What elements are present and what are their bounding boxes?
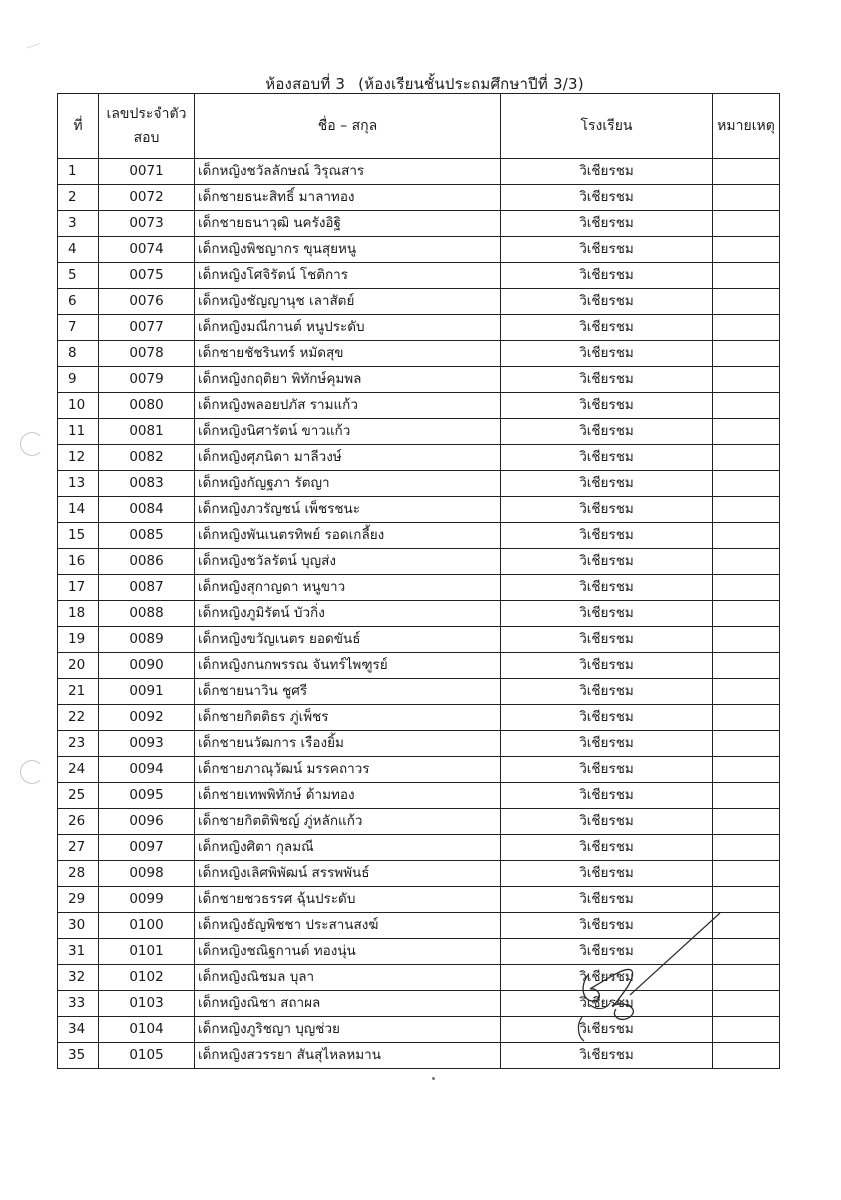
school-name: วิเชียรชม (501, 783, 713, 809)
note-cell (713, 471, 780, 497)
school-name: วิเชียรชม (501, 705, 713, 731)
exam-room-title: ห้องสอบที่ 3 (265, 75, 346, 93)
student-name: เด็กชายธนะสิทธิ์ มาลาทอง (195, 185, 501, 211)
note-cell (713, 445, 780, 471)
row-number: 17 (58, 575, 99, 601)
student-name: เด็กหญิงศิตา กุลมณี (195, 835, 501, 861)
row-number: 29 (58, 887, 99, 913)
row-number: 4 (58, 237, 99, 263)
exam-id: 0105 (99, 1043, 195, 1069)
note-cell (713, 263, 780, 289)
note-cell (713, 393, 780, 419)
student-name: เด็กชายนวัฒการ เรืองยิ้ม (195, 731, 501, 757)
exam-id: 0101 (99, 939, 195, 965)
student-name: เด็กหญิงศุภนิดา มาลีวงษ์ (195, 445, 501, 471)
exam-id: 0085 (99, 523, 195, 549)
school-name: วิเชียรชม (501, 835, 713, 861)
exam-id: 0075 (99, 263, 195, 289)
student-name: เด็กหญิงเลิศพิพัฒน์ สรรพพันธ์ (195, 861, 501, 887)
punch-hole (20, 432, 44, 456)
row-number: 21 (58, 679, 99, 705)
row-number: 2 (58, 185, 99, 211)
note-cell (713, 705, 780, 731)
note-cell (713, 835, 780, 861)
school-name: วิเชียรชม (501, 601, 713, 627)
header-school: โรงเรียน (501, 94, 713, 159)
row-number: 27 (58, 835, 99, 861)
student-name: เด็กหญิงภูริชญา บุญช่วย (195, 1017, 501, 1043)
exam-id: 0080 (99, 393, 195, 419)
student-name: เด็กหญิงชัญญานุช เลาสัตย์ (195, 289, 501, 315)
exam-id: 0072 (99, 185, 195, 211)
note-cell (713, 627, 780, 653)
student-name: เด็กหญิงขวัญเนตร ยอดขันธ์ (195, 627, 501, 653)
header-exam-id (99, 94, 195, 159)
exam-id: 0087 (99, 575, 195, 601)
exam-id: 0093 (99, 731, 195, 757)
school-name: วิเชียรชม (501, 289, 713, 315)
note-cell (713, 601, 780, 627)
exam-id: 0078 (99, 341, 195, 367)
table-row (58, 835, 780, 861)
school-name: วิเชียรชม (501, 419, 713, 445)
student-name: เด็กหญิงธัญพิชชา ประสานสงฆ์ (195, 913, 501, 939)
row-number: 19 (58, 627, 99, 653)
row-number: 1 (58, 159, 99, 185)
header-row (58, 94, 780, 159)
exam-id: 0082 (99, 445, 195, 471)
exam-id: 0071 (99, 159, 195, 185)
row-number: 18 (58, 601, 99, 627)
row-number: 10 (58, 393, 99, 419)
note-cell (713, 419, 780, 445)
row-number: 16 (58, 549, 99, 575)
row-number: 23 (58, 731, 99, 757)
school-name: วิเชียรชม (501, 211, 713, 237)
exam-id: 0094 (99, 757, 195, 783)
row-number: 6 (58, 289, 99, 315)
school-name: วิเชียรชม (501, 445, 713, 471)
row-number: 20 (58, 653, 99, 679)
row-number: 24 (58, 757, 99, 783)
school-name: วิเชียรชม (501, 497, 713, 523)
table-row (58, 653, 780, 679)
school-name: วิเชียรชม (501, 991, 713, 1017)
student-name: เด็กชายชัชรินทร์ หมัดสุข (195, 341, 501, 367)
row-number: 7 (58, 315, 99, 341)
school-name: วิเชียรชม (501, 1043, 713, 1069)
school-name: วิเชียรชม (501, 523, 713, 549)
signature (570, 905, 730, 1045)
school-name: วิเชียรชม (501, 939, 713, 965)
row-number: 13 (58, 471, 99, 497)
exam-id: 0081 (99, 419, 195, 445)
exam-id: 0095 (99, 783, 195, 809)
note-cell (713, 679, 780, 705)
table-row (58, 1043, 780, 1069)
table-row (58, 237, 780, 263)
note-cell (713, 367, 780, 393)
table-row (58, 159, 780, 185)
exam-id: 0104 (99, 1017, 195, 1043)
table-row (58, 419, 780, 445)
exam-id: 0077 (99, 315, 195, 341)
student-name: เด็กหญิงกนกพรรณ จันทร์ไพฑูรย์ (195, 653, 501, 679)
paper-mark (27, 43, 44, 58)
note-cell (713, 497, 780, 523)
student-name: เด็กหญิงกฤติยา พิทักษ์คุมพล (195, 367, 501, 393)
table-row (58, 393, 780, 419)
school-name: วิเชียรชม (501, 757, 713, 783)
row-number: 9 (58, 367, 99, 393)
note-cell (713, 159, 780, 185)
student-name: เด็กหญิงภูมิรัตน์ บัวกิ่ง (195, 601, 501, 627)
row-number: 22 (58, 705, 99, 731)
school-name: วิเชียรชม (501, 965, 713, 991)
student-name: เด็กหญิงชวัลรัตน์ บุญส่ง (195, 549, 501, 575)
student-name: เด็กหญิงณิชา สถาผล (195, 991, 501, 1017)
row-number: 33 (58, 991, 99, 1017)
table-row (58, 705, 780, 731)
school-name: วิเชียรชม (501, 627, 713, 653)
row-number: 34 (58, 1017, 99, 1043)
table-row (58, 367, 780, 393)
exam-id: 0079 (99, 367, 195, 393)
exam-id: 0088 (99, 601, 195, 627)
exam-id: 0100 (99, 913, 195, 939)
row-number: 35 (58, 1043, 99, 1069)
table-row (58, 549, 780, 575)
exam-id: 0099 (99, 887, 195, 913)
table-row (58, 289, 780, 315)
exam-id: 0096 (99, 809, 195, 835)
row-number: 30 (58, 913, 99, 939)
exam-id: 0103 (99, 991, 195, 1017)
student-name: เด็กหญิงชวัลลักษณ์ วิรุณสาร (195, 159, 501, 185)
table-row (58, 185, 780, 211)
table-row (58, 627, 780, 653)
exam-id: 0098 (99, 861, 195, 887)
note-cell (713, 809, 780, 835)
note-cell (713, 523, 780, 549)
table-row (58, 211, 780, 237)
student-name: เด็กหญิงโศจิรัตน์ โชติการ (195, 263, 501, 289)
student-name: เด็กหญิงนิศารัตน์ ขาวแก้ว (195, 419, 501, 445)
table-row (58, 523, 780, 549)
student-name: เด็กหญิงภวรัญชน์ เพ็ชรชนะ (195, 497, 501, 523)
exam-id: 0092 (99, 705, 195, 731)
exam-id: 0097 (99, 835, 195, 861)
class-subtitle: (ห้องเรียนชั้นประถมศึกษาปีที่ 3/3) (358, 75, 584, 93)
school-name: วิเชียรชม (501, 341, 713, 367)
student-name: เด็กหญิงกัญฐภา รัตญา (195, 471, 501, 497)
table-row (58, 341, 780, 367)
note-cell (713, 341, 780, 367)
exam-id: 0083 (99, 471, 195, 497)
school-name: วิเชียรชม (501, 913, 713, 939)
school-name: วิเชียรชม (501, 887, 713, 913)
student-name: เด็กหญิงพิชญากร ขุนสุยหนู (195, 237, 501, 263)
row-number: 26 (58, 809, 99, 835)
student-name: เด็กหญิงพลอยปภัส รามแก้ว (195, 393, 501, 419)
table-row (58, 809, 780, 835)
student-name: เด็กหญิงชณิฐกานต์ ทองนุ่น (195, 939, 501, 965)
school-name: วิเชียรชม (501, 367, 713, 393)
row-number: 25 (58, 783, 99, 809)
school-name: วิเชียรชม (501, 861, 713, 887)
row-number: 5 (58, 263, 99, 289)
student-name: เด็กชายนาวิน ชูศรี (195, 679, 501, 705)
school-name: วิเชียรชม (501, 315, 713, 341)
student-name: เด็กชายชวธรรศ ฉุ้นประดับ (195, 887, 501, 913)
header-name: ชื่อ – สกุล (195, 94, 501, 159)
school-name: วิเชียรชม (501, 731, 713, 757)
table-row (58, 601, 780, 627)
header-note: หมายเหตุ (713, 94, 780, 159)
note-cell (713, 1043, 780, 1069)
note-cell (713, 757, 780, 783)
table-row (58, 263, 780, 289)
note-cell (713, 653, 780, 679)
exam-id: 0102 (99, 965, 195, 991)
student-name: เด็กหญิงมณีกานต์ หนูประดับ (195, 315, 501, 341)
row-number: 3 (58, 211, 99, 237)
row-number: 32 (58, 965, 99, 991)
exam-id: 0073 (99, 211, 195, 237)
exam-id: 0089 (99, 627, 195, 653)
student-name: เด็กหญิงพันเนตรทิพย์ รอดเกลี้ยง (195, 523, 501, 549)
table-row (58, 783, 780, 809)
row-number: 31 (58, 939, 99, 965)
note-cell (713, 575, 780, 601)
exam-id: 0090 (99, 653, 195, 679)
school-name: วิเชียรชม (501, 575, 713, 601)
school-name: วิเชียรชม (501, 809, 713, 835)
school-name: วิเชียรชม (501, 679, 713, 705)
note-cell (713, 549, 780, 575)
note-cell (713, 185, 780, 211)
row-number: 28 (58, 861, 99, 887)
note-cell (713, 211, 780, 237)
punch-hole (20, 760, 44, 784)
student-name: เด็กหญิงณิชมล บุลา (195, 965, 501, 991)
table-row (58, 757, 780, 783)
exam-id: 0074 (99, 237, 195, 263)
row-number: 8 (58, 341, 99, 367)
school-name: วิเชียรชม (501, 263, 713, 289)
table-row (58, 861, 780, 887)
table-row (58, 445, 780, 471)
table-row (58, 575, 780, 601)
note-cell (713, 315, 780, 341)
row-number: 12 (58, 445, 99, 471)
ink-dot (432, 1077, 435, 1080)
school-name: วิเชียรชม (501, 393, 713, 419)
student-name: เด็กชายธนาวุฒิ นครังอิฐิ (195, 211, 501, 237)
header-exam-id-line2: สอบ (133, 130, 160, 146)
school-name: วิเชียรชม (501, 1017, 713, 1043)
exam-id: 0084 (99, 497, 195, 523)
student-name: เด็กชายเทพพิทักษ์ ด้ามทอง (195, 783, 501, 809)
school-name: วิเชียรชม (501, 237, 713, 263)
table-row (58, 731, 780, 757)
table-row (58, 315, 780, 341)
school-name: วิเชียรชม (501, 549, 713, 575)
table-row (58, 679, 780, 705)
row-number: 11 (58, 419, 99, 445)
exam-id: 0086 (99, 549, 195, 575)
school-name: วิเชียรชม (501, 653, 713, 679)
student-name: เด็กชายกิตติพิชญ์ ภู่หลักแก้ว (195, 809, 501, 835)
exam-id: 0076 (99, 289, 195, 315)
exam-id: 0091 (99, 679, 195, 705)
student-name: เด็กชายกิตติธร ภู่เพ็ชร (195, 705, 501, 731)
school-name: วิเชียรชม (501, 159, 713, 185)
note-cell (713, 783, 780, 809)
row-number: 15 (58, 523, 99, 549)
row-number: 14 (58, 497, 99, 523)
school-name: วิเชียรชม (501, 185, 713, 211)
school-name: วิเชียรชม (501, 471, 713, 497)
note-cell (713, 289, 780, 315)
table-row (58, 471, 780, 497)
header-no: ที่ (58, 94, 99, 159)
student-name: เด็กชายภาณุวัฒน์ มรรคถาวร (195, 757, 501, 783)
student-name: เด็กหญิงสุกาญดา หนูขาว (195, 575, 501, 601)
header-exam-id-line1: เลขประจำตัว (106, 106, 187, 122)
table-row (58, 497, 780, 523)
note-cell (713, 861, 780, 887)
student-name: เด็กหญิงสวรรยา สันสุไหลหมาน (195, 1043, 501, 1069)
note-cell (713, 237, 780, 263)
note-cell (713, 731, 780, 757)
